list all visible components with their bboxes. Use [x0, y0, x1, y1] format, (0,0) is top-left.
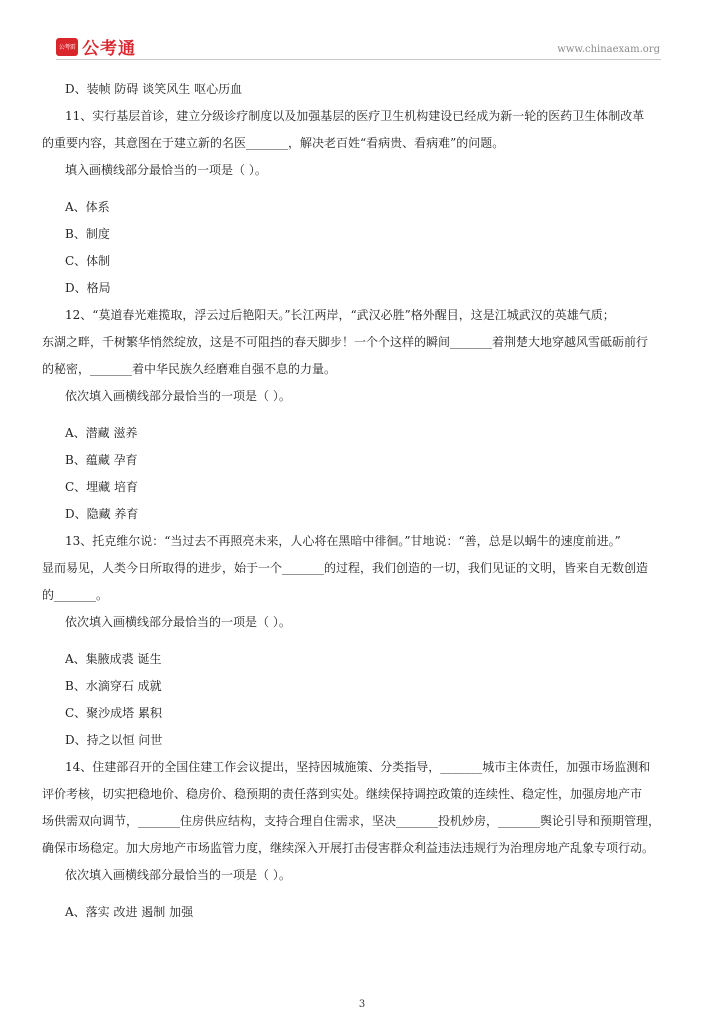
site-url: www.chinaexam.org	[557, 44, 660, 55]
page-number: 3	[358, 999, 366, 1010]
question-11-line: 11、实行基层首诊，建立分级诊疗制度以及加强基层的医疗卫生机构建设已经成为新一轮的医药卫生体制改革	[65, 109, 645, 123]
question-14-prompt: 依次填入画横线部分最恰当的一项是（ ）。	[65, 868, 291, 882]
question-11-option-a: A、体系	[65, 200, 110, 214]
question-13-line: 13、托克维尔说：“当过去不再照亮未来，人心将在黑暗中徘徊。”甘地说：“善，总是以蜗牛的速度前进。”	[65, 534, 621, 548]
logo-text: 公考通	[82, 39, 136, 59]
question-12-prompt: 依次填入画横线部分最恰当的一项是（ ）。	[65, 389, 291, 403]
question-12-option-d: D、隐藏 养育	[65, 507, 139, 521]
question-14-option-a: A、落实 改进 遏制 加强	[65, 905, 194, 919]
question-13-option-d: D、持之以恒 问世	[65, 733, 163, 747]
question-12-line: 12、“莫道春光难揽取，浮云过后艳阳天。”长江两岸，“武汉必胜”格外醒目，这是江城武汉的英雄气质；	[65, 308, 615, 322]
question-11-option-d: D、格局	[65, 281, 111, 295]
question-11-option-c: C、体制	[65, 254, 111, 268]
question-13-line: 的_______。	[42, 588, 109, 602]
page-header	[0, 0, 724, 70]
question-13-prompt: 依次填入画横线部分最恰当的一项是（ ）。	[65, 615, 291, 629]
question-12-option-b: B、蕴藏 孕育	[65, 453, 138, 467]
question-12-line: 的秘密，_______着中华民族久经磨难自强不息的力量。	[42, 362, 337, 376]
question-14-line: 场供需双向调节，_______住房供应结构，支持合理自住需求，坚决_______投机炒房，_______舆论引导和预期管理，	[42, 814, 661, 828]
question-11-prompt: 填入画横线部分最恰当的一项是（ ）。	[65, 163, 267, 177]
document-body	[42, 76, 682, 926]
header-divider	[56, 59, 661, 60]
question-13-option-c: C、聚沙成塔 累积	[65, 706, 162, 720]
question-12-option-c: C、埋藏 培育	[65, 480, 138, 494]
logo	[56, 34, 136, 59]
question-14-line: 14、住建部召开的全国住建工作会议提出，坚持因城施策、分类指导，_______城市主体责任，加强市场监测和	[65, 760, 651, 774]
question-13-option-a: A、集腋成裘 诞生	[65, 652, 162, 666]
logo-badge-icon: 公考雷	[56, 38, 78, 56]
option-line: D、装帧 防碍 谈笑风生 呕心历血	[65, 82, 243, 96]
question-12-line: 东湖之畔，千树繁华悄然绽放，这是不可阻挡的春天脚步！一个个这样的瞬间_______着荆楚大地穿越风雪砥砺前行	[42, 335, 649, 349]
question-14-line: 评价考核，切实把稳地价、稳房价、稳预期的责任落到实处。继续保持调控政策的连续性、稳定性，加强房地产市	[42, 787, 643, 801]
question-11-line: 的重要内容，其意图在于建立新的名医_______，解决老百姓“看病贵、看病难”的问题。	[42, 136, 505, 150]
question-11-option-b: B、制度	[65, 227, 110, 241]
question-13-line: 显而易见，人类今日所取得的进步，始于一个_______的过程，我们创造的一切，我们见证的文明，皆来自无数创造	[42, 561, 649, 575]
question-12-option-a: A、潜藏 滋养	[65, 426, 138, 440]
question-14-line: 确保市场稳定。加大房地产市场监管力度，继续深入开展打击侵害群众利益违法违规行为治理房地产乱象专项行动。	[42, 841, 655, 855]
question-13-option-b: B、水滴穿石 成就	[65, 679, 162, 693]
